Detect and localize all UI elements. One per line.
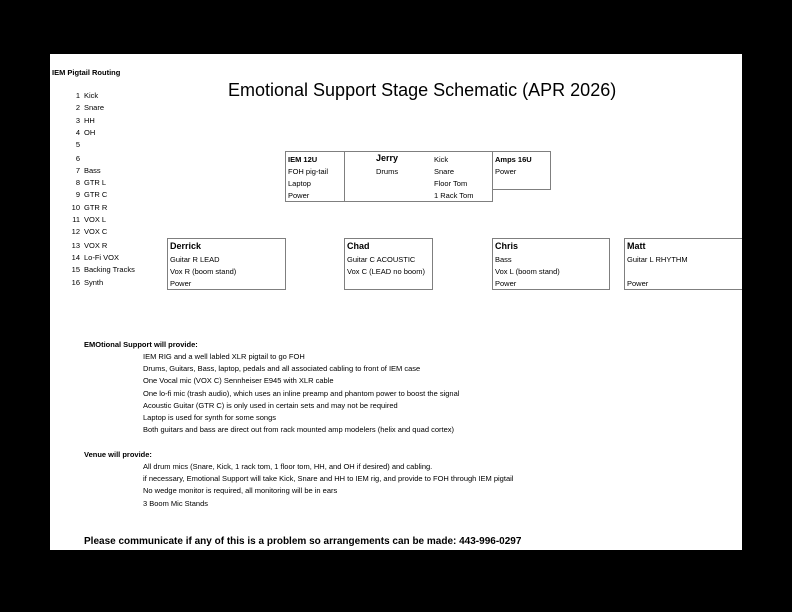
routing-row: 7 Bass (75, 165, 101, 175)
band-provides-item: IEM RIG and a well labled XLR pigtail to go FOH (143, 352, 305, 361)
member-box-chad (344, 238, 433, 290)
routing-row: 8 GTR L (75, 178, 107, 188)
routing-row: 6 (75, 153, 80, 163)
venue-provides-item: All drum mics (Snare, Kick, 1 rack tom, 1 floor tom, HH, and OH if desired) and cabling. (143, 462, 433, 471)
venue-provides-item: No wedge monitor is required, all monitoring will be in ears (143, 486, 338, 495)
iem-rack-line: Power (288, 191, 310, 200)
band-provides-item: One lo-fi mic (trash audio), which uses an inline preamp and phantom power to boost the signal (143, 389, 460, 398)
page-title: Emotional Support Stage Schematic (APR 2026) (228, 80, 617, 100)
drum-kit-item: 1 Rack Tom (434, 191, 474, 200)
routing-row: 5 (75, 140, 80, 150)
member-box-matt (624, 238, 742, 290)
member-line: Guitar R LEAD (170, 255, 220, 264)
routing-row: 1 Kick (75, 91, 99, 100)
drum-kit-item: Snare (434, 167, 455, 176)
document-page (50, 54, 742, 550)
routing-row: 11 VOX L (72, 215, 107, 224)
contact-footer: Please communicate if any of this is a problem so arrangements can be made: 443-996-0297 (84, 536, 522, 547)
amps-rack-header: Amps 16U (495, 155, 532, 164)
member-line: Power (495, 279, 517, 288)
routing-row: 10 GTR R (71, 202, 108, 212)
band-provides-item: One Vocal mic (VOX C) Sennheiser E945 with XLR cable (143, 376, 334, 385)
member-name: Chad (347, 241, 370, 251)
amps-rack-box (492, 151, 551, 190)
band-provides-item: Acoustic Guitar (GTR C) is only used in certain sets and may not be required (143, 401, 398, 410)
routing-row: 13 VOX R (71, 240, 108, 250)
routing-row: 16 Synth (71, 277, 104, 287)
venue-provides-title: Venue will provide: (84, 450, 152, 459)
member-line: Guitar L RHYTHM (627, 255, 688, 264)
member-line: Vox R (boom stand) (170, 267, 237, 276)
band-provides-item: Laptop is used for synth for some songs (143, 413, 276, 422)
member-box-derrick (167, 238, 286, 290)
routing-row: 2 Snare (75, 103, 105, 113)
routing-row: 4 OH (75, 127, 96, 137)
drummer-box (344, 151, 493, 202)
member-line: Vox C (LEAD no boom) (347, 267, 425, 276)
member-line: Guitar C ACOUSTIC (347, 255, 416, 264)
member-name: Derrick (170, 241, 202, 251)
drummer-name: Jerry (376, 153, 399, 163)
venue-provides-item: if necessary, Emotional Support will take Kick, Snare and HH to IEM rig, and provide to FOH through IEM pigtail (143, 474, 514, 483)
iem-rack-line: FOH pig-tail (288, 167, 329, 176)
routing-row: 15 Backing Tracks (71, 265, 135, 275)
routing-title: IEM Pigtail Routing (52, 68, 121, 77)
member-line: Vox L (boom stand) (495, 267, 560, 276)
routing-row: 12 VOX C (71, 227, 108, 237)
routing-row: 3 HH (75, 115, 95, 125)
routing-row: 14 Lo-Fi VOX (71, 252, 120, 262)
member-line: Bass (495, 255, 512, 264)
member-name: Matt (627, 241, 646, 251)
member-box-chris (492, 238, 610, 290)
iem-rack-line: Laptop (288, 179, 311, 188)
band-provides-item: Drums, Guitars, Bass, laptop, pedals and all associated cabling to front of IEM case (143, 364, 421, 373)
routing-row: 9 GTR C (75, 190, 108, 200)
drum-kit-item: Floor Tom (434, 179, 468, 188)
member-line: Power (170, 279, 192, 288)
band-provides-item: Both guitars and bass are direct out from rack mounted amp modelers (helix and quad cortex) (143, 425, 454, 434)
amps-rack-line: Power (495, 167, 517, 176)
band-provides-title: EMOtional Support will provide: (84, 340, 198, 349)
drum-kit-item: Kick (434, 155, 449, 164)
iem-rack-header: IEM 12U (288, 155, 318, 164)
member-name: Chris (495, 241, 519, 251)
drummer-role: Drums (376, 167, 399, 176)
iem-rack-box (285, 151, 345, 202)
member-line: Power (627, 279, 649, 288)
venue-provides-item: 3 Boom Mic Stands (143, 499, 209, 508)
